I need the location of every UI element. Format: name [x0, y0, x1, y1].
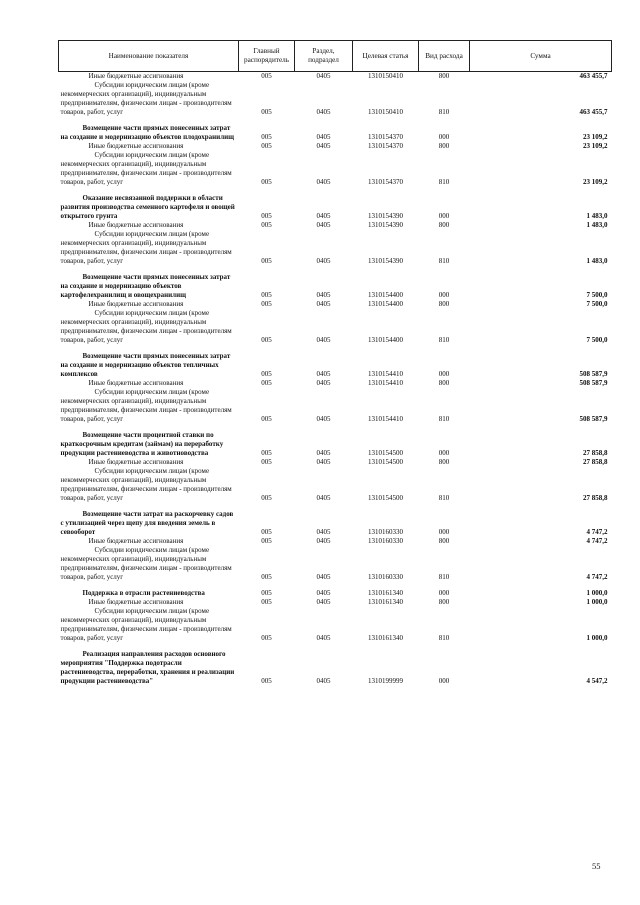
- cell-amount: 4 547,2: [586, 677, 608, 685]
- table-header-row: [59, 41, 612, 72]
- header-expense-type: Вид расхода: [419, 41, 470, 72]
- cell-amount: 463 455,7: [579, 72, 608, 80]
- spacer-cell: [59, 187, 612, 194]
- cell-amount: 7 500,0: [586, 291, 608, 299]
- cell-section: 0405: [316, 449, 331, 457]
- cell-amount: 1 483,0: [586, 212, 608, 220]
- cell-indicator-name: Иные бюджетные ассигнования: [88, 379, 184, 387]
- row-spacer: [59, 582, 612, 589]
- table-body: [59, 72, 612, 687]
- cell-section: 0405: [316, 528, 331, 536]
- cell-expense-type: 000: [438, 133, 450, 141]
- cell-expense-type: 800: [438, 300, 450, 308]
- cell-amount: 4 747,2: [586, 537, 608, 545]
- table-row: [59, 151, 612, 187]
- table-row: [59, 607, 612, 643]
- cell-amount: 23 109,2: [583, 178, 608, 186]
- cell-amount: 463 455,7: [579, 108, 608, 116]
- spacer-cell: [59, 345, 612, 352]
- cell-target-item: 1310154500: [368, 494, 403, 502]
- table-row: [59, 352, 612, 379]
- cell-section: 0405: [316, 133, 331, 141]
- cell-expense-type: 800: [438, 379, 450, 387]
- cell-indicator-name: Оказание несвязанной поддержки в области развития производства семенного картофеля и овощей открытого грунта: [60, 194, 235, 220]
- cell-indicator-name: Возмещение части прямых понесенных затрат на создание и модернизацию объектов картофелехранилищ и овощехранилищ: [60, 273, 231, 299]
- cell-section: 0405: [316, 212, 331, 220]
- cell-expense-type: 800: [438, 72, 450, 80]
- table-row: [59, 273, 612, 300]
- cell-expense-type: 000: [438, 589, 450, 597]
- cell-expense-type: 800: [438, 537, 450, 545]
- row-spacer: [59, 345, 612, 352]
- cell-indicator-name: Возмещение части прямых понесенных затрат на создание и модернизацию объектов плодохранилищ: [60, 124, 235, 141]
- cell-chief-manager: 005: [261, 108, 272, 116]
- cell-amount: 27 858,8: [583, 494, 608, 502]
- spacer-cell: [59, 582, 612, 589]
- table-row: [59, 300, 612, 309]
- cell-target-item: 1310154500: [368, 449, 403, 457]
- table-row: [59, 467, 612, 503]
- cell-chief-manager: 005: [261, 212, 272, 220]
- cell-expense-type: 000: [438, 291, 450, 299]
- cell-target-item: 1310154500: [368, 458, 403, 466]
- row-spacer: [59, 266, 612, 273]
- cell-amount: 1 000,0: [586, 589, 608, 597]
- table-row: [59, 81, 612, 117]
- table-row: [59, 537, 612, 546]
- row-spacer: [59, 117, 612, 124]
- header-chief-manager: Главный распорядитель: [239, 41, 295, 72]
- cell-chief-manager: 005: [261, 589, 272, 597]
- cell-indicator-name: Иные бюджетные ассигнования: [88, 72, 184, 80]
- cell-target-item: 1310150410: [368, 72, 403, 80]
- spacer-cell: [59, 643, 612, 650]
- cell-indicator-name: Субсидии юридическим лицам (кроме некоммерческих организаций), индивидуальным предпринимателям, физическим лицам - производителям товаров, работ, услуг: [60, 230, 232, 265]
- cell-target-item: 1310154410: [368, 415, 403, 423]
- cell-target-item: 1310154410: [368, 379, 403, 387]
- spacer-cell: [59, 266, 612, 273]
- cell-chief-manager: 005: [261, 449, 272, 457]
- cell-section: 0405: [316, 458, 331, 466]
- cell-expense-type: 810: [438, 494, 450, 502]
- table-row: [59, 379, 612, 388]
- cell-indicator-name: Иные бюджетные ассигнования: [88, 300, 184, 308]
- cell-expense-type: 810: [438, 257, 450, 265]
- cell-section: 0405: [316, 178, 331, 186]
- cell-chief-manager: 005: [261, 415, 272, 423]
- cell-target-item: 1310160330: [368, 573, 403, 581]
- cell-amount: 508 587,9: [579, 379, 608, 387]
- cell-chief-manager: 005: [261, 677, 272, 685]
- cell-section: 0405: [316, 573, 331, 581]
- cell-section: 0405: [316, 589, 331, 597]
- cell-section: 0405: [316, 494, 331, 502]
- cell-chief-manager: 005: [261, 573, 272, 581]
- cell-indicator-name: Субсидии юридическим лицам (кроме некоммерческих организаций), индивидуальным предпринимателям, физическим лицам - производителям товаров, работ, услуг: [60, 388, 232, 423]
- cell-chief-manager: 005: [261, 458, 272, 466]
- spacer-cell: [59, 424, 612, 431]
- cell-section: 0405: [316, 677, 331, 685]
- cell-chief-manager: 005: [261, 336, 272, 344]
- cell-amount: 23 109,2: [583, 142, 608, 150]
- cell-expense-type: 000: [438, 212, 450, 220]
- cell-chief-manager: 005: [261, 379, 272, 387]
- cell-section: 0405: [316, 336, 331, 344]
- cell-section: 0405: [316, 598, 331, 606]
- cell-indicator-name: Субсидии юридическим лицам (кроме некоммерческих организаций), индивидуальным предпринимателям, физическим лицам - производителям товаров, работ, услуг: [60, 607, 232, 642]
- cell-target-item: 1310199999: [368, 677, 403, 685]
- cell-target-item: 1310154370: [368, 178, 403, 186]
- cell-amount: 1 483,0: [586, 257, 608, 265]
- spacer-cell: [59, 117, 612, 124]
- page-number: 55: [592, 861, 601, 871]
- cell-amount: 27 858,8: [583, 449, 608, 457]
- cell-expense-type: 800: [438, 598, 450, 606]
- cell-section: 0405: [316, 221, 331, 229]
- header-section: Раздел, подраздел: [295, 41, 353, 72]
- cell-expense-type: 000: [438, 449, 450, 457]
- cell-section: 0405: [316, 634, 331, 642]
- table-row: [59, 221, 612, 230]
- table-row: [59, 124, 612, 142]
- cell-indicator-name: Возмещение части процентной ставки по краткосрочным кредитам (займам) на переработку продукции растениеводства и животноводства: [60, 431, 224, 457]
- cell-target-item: 1310154400: [368, 300, 403, 308]
- cell-amount: 508 587,9: [579, 415, 608, 423]
- row-spacer: [59, 424, 612, 431]
- table-row: [59, 589, 612, 598]
- cell-target-item: 1310154390: [368, 221, 403, 229]
- spacer-cell: [59, 503, 612, 510]
- cell-target-item: 1310154370: [368, 142, 403, 150]
- cell-indicator-name: Иные бюджетные ассигнования: [88, 537, 184, 545]
- cell-chief-manager: 005: [261, 221, 272, 229]
- table-row: [59, 142, 612, 151]
- cell-target-item: 1310154400: [368, 336, 403, 344]
- table-row: [59, 230, 612, 266]
- cell-target-item: 1310154410: [368, 370, 403, 378]
- cell-indicator-name: Поддержка в отрасли растениеводства: [82, 589, 205, 597]
- cell-amount: 4 747,2: [586, 573, 608, 581]
- cell-indicator-name: Иные бюджетные ассигнования: [88, 221, 184, 229]
- cell-chief-manager: 005: [261, 72, 272, 80]
- cell-amount: 27 858,8: [583, 458, 608, 466]
- cell-indicator-name: Субсидии юридическим лицам (кроме некоммерческих организаций), индивидуальным предпринимателям, физическим лицам - производителям товаров, работ, услуг: [60, 467, 232, 502]
- cell-expense-type: 810: [438, 336, 450, 344]
- cell-chief-manager: 005: [261, 291, 272, 299]
- table-row: [59, 510, 612, 537]
- cell-section: 0405: [316, 291, 331, 299]
- cell-target-item: 1310154400: [368, 291, 403, 299]
- cell-section: 0405: [316, 142, 331, 150]
- cell-expense-type: 800: [438, 142, 450, 150]
- cell-chief-manager: 005: [261, 528, 272, 536]
- budget-table: [58, 40, 612, 686]
- row-spacer: [59, 503, 612, 510]
- cell-section: 0405: [316, 415, 331, 423]
- cell-expense-type: 000: [438, 677, 450, 685]
- cell-expense-type: 810: [438, 415, 450, 423]
- table-row: [59, 431, 612, 458]
- cell-section: 0405: [316, 537, 331, 545]
- cell-chief-manager: 005: [261, 142, 272, 150]
- cell-section: 0405: [316, 108, 331, 116]
- cell-indicator-name: Субсидии юридическим лицам (кроме некоммерческих организаций), индивидуальным предпринимателям, физическим лицам - производителям товаров, работ, услуг: [60, 151, 232, 186]
- cell-chief-manager: 005: [261, 300, 272, 308]
- cell-indicator-name: Иные бюджетные ассигнования: [88, 598, 184, 606]
- table-row: [59, 546, 612, 582]
- cell-amount: 1 000,0: [586, 598, 608, 606]
- cell-target-item: 1310154370: [368, 133, 403, 141]
- cell-expense-type: 810: [438, 108, 450, 116]
- cell-target-item: 1310160330: [368, 537, 403, 545]
- table-row: [59, 458, 612, 467]
- cell-expense-type: 810: [438, 634, 450, 642]
- row-spacer: [59, 187, 612, 194]
- cell-amount: 4 747,2: [586, 528, 608, 536]
- cell-amount: 7 500,0: [586, 300, 608, 308]
- table-row: [59, 650, 612, 686]
- cell-indicator-name: Субсидии юридическим лицам (кроме некоммерческих организаций), индивидуальным предпринимателям, физическим лицам - производителям товаров, работ, услуг: [60, 309, 232, 344]
- cell-amount: 1 000,0: [586, 634, 608, 642]
- header-indicator-name: Наименование показателя: [59, 41, 239, 72]
- cell-section: 0405: [316, 379, 331, 387]
- cell-amount: 508 587,9: [579, 370, 608, 378]
- cell-expense-type: 000: [438, 370, 450, 378]
- budget-page: [58, 40, 611, 686]
- cell-indicator-name: Иные бюджетные ассигнования: [88, 142, 184, 150]
- cell-indicator-name: Возмещение части прямых понесенных затрат на создание и модернизацию объектов тепличных комплексов: [60, 352, 231, 378]
- header-target-item: Целевая статья: [353, 41, 419, 72]
- cell-chief-manager: 005: [261, 370, 272, 378]
- cell-target-item: 1310154390: [368, 212, 403, 220]
- table-row: [59, 598, 612, 607]
- cell-chief-manager: 005: [261, 537, 272, 545]
- cell-amount: 23 109,2: [583, 133, 608, 141]
- cell-amount: 7 500,0: [586, 336, 608, 344]
- cell-indicator-name: Реализация направления расходов основного мероприятия "Поддержка подотрасли растениеводства, переработки, хранения и реализации продукции растениеводства": [60, 650, 235, 685]
- cell-chief-manager: 005: [261, 133, 272, 141]
- header-amount: Сумма: [470, 41, 612, 72]
- cell-expense-type: 800: [438, 221, 450, 229]
- row-spacer: [59, 643, 612, 650]
- table-row: [59, 388, 612, 424]
- cell-target-item: 1310161340: [368, 598, 403, 606]
- cell-section: 0405: [316, 257, 331, 265]
- cell-chief-manager: 005: [261, 634, 272, 642]
- cell-target-item: 1310150410: [368, 108, 403, 116]
- cell-target-item: 1310154390: [368, 257, 403, 265]
- table-row: [59, 194, 612, 221]
- table-row: [59, 309, 612, 345]
- cell-expense-type: 000: [438, 528, 450, 536]
- cell-target-item: 1310161340: [368, 634, 403, 642]
- cell-section: 0405: [316, 300, 331, 308]
- cell-chief-manager: 005: [261, 598, 272, 606]
- cell-target-item: 1310160330: [368, 528, 403, 536]
- cell-target-item: 1310161340: [368, 589, 403, 597]
- cell-chief-manager: 005: [261, 178, 272, 186]
- cell-chief-manager: 005: [261, 494, 272, 502]
- cell-indicator-name: Субсидии юридическим лицам (кроме некоммерческих организаций), индивидуальным предпринимателям, физическим лицам - производителям товаров, работ, услуг: [60, 546, 232, 581]
- cell-section: 0405: [316, 72, 331, 80]
- cell-expense-type: 810: [438, 573, 450, 581]
- cell-indicator-name: Субсидии юридическим лицам (кроме некоммерческих организаций), индивидуальным предпринимателям, физическим лицам - производителям товаров, работ, услуг: [60, 81, 232, 116]
- cell-amount: 1 483,0: [586, 221, 608, 229]
- cell-section: 0405: [316, 370, 331, 378]
- table-row: [59, 72, 612, 82]
- cell-expense-type: 810: [438, 178, 450, 186]
- cell-chief-manager: 005: [261, 257, 272, 265]
- cell-indicator-name: Возмещение части затрат на раскорчевку садов с утилизацией через щепу для введения земель в севооборот: [60, 510, 234, 536]
- cell-expense-type: 800: [438, 458, 450, 466]
- cell-indicator-name: Иные бюджетные ассигнования: [88, 458, 184, 466]
